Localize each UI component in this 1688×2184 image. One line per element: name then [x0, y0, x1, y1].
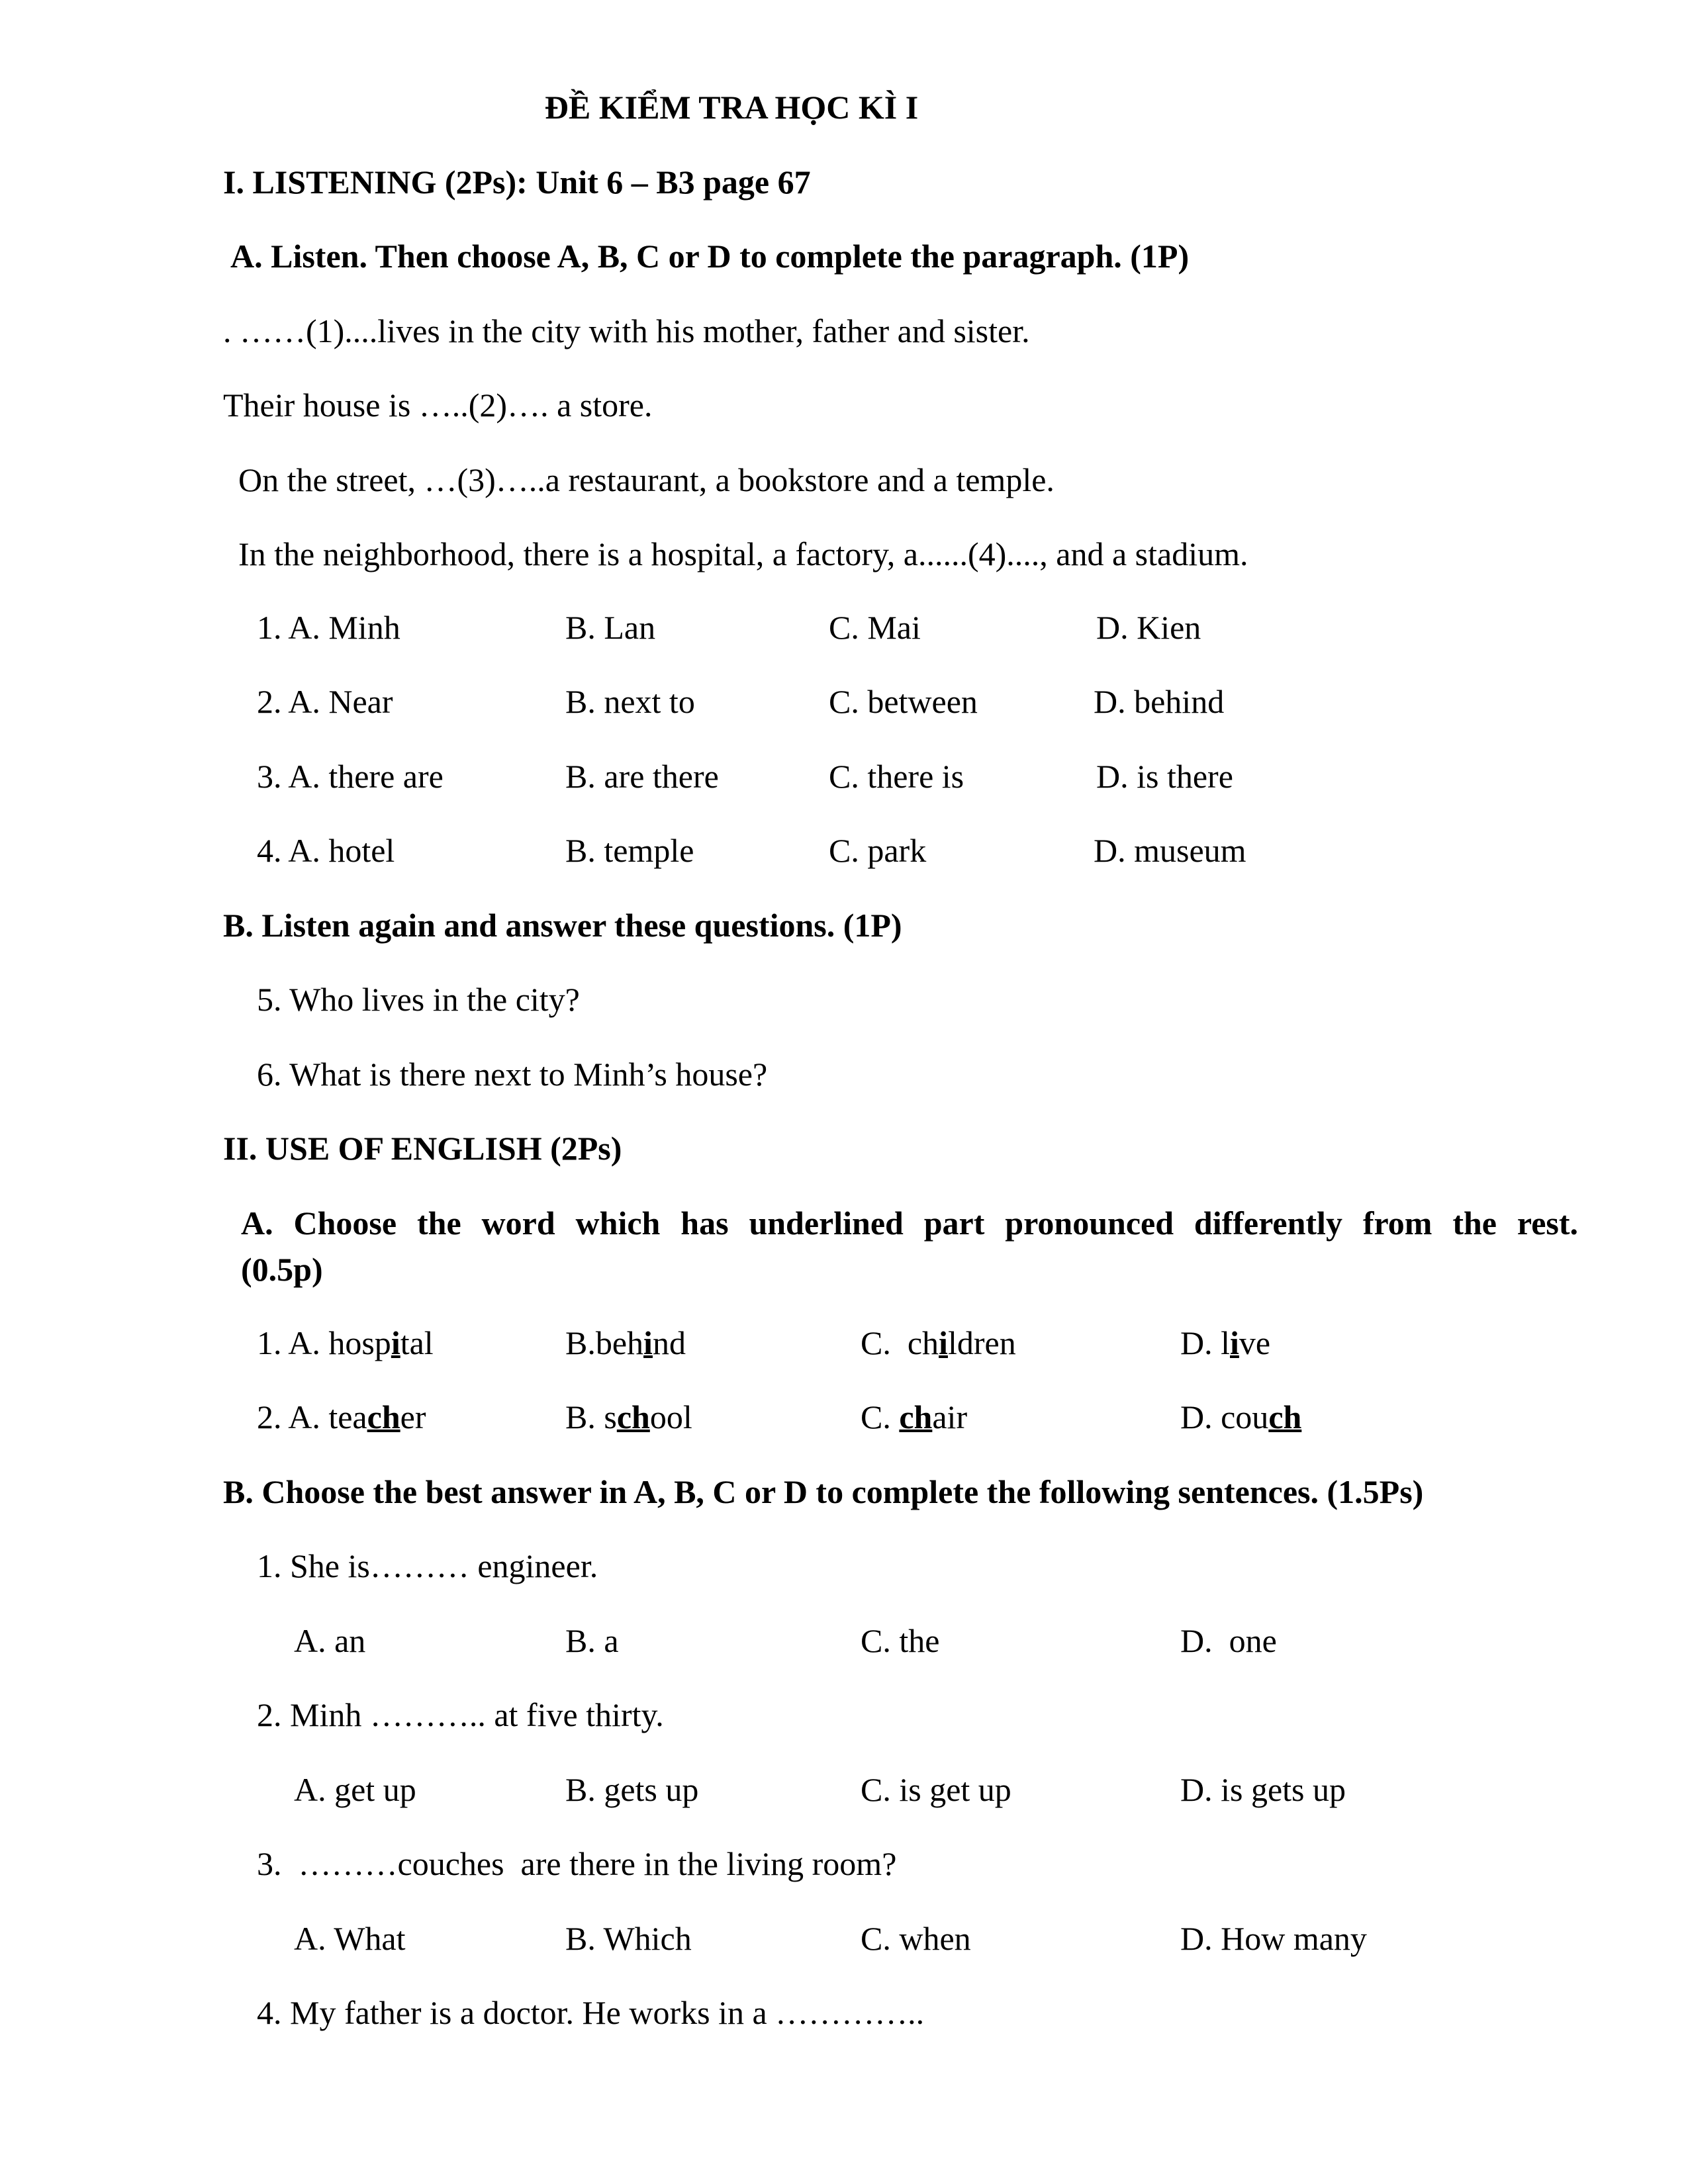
- option-b: B. Lan: [565, 609, 656, 646]
- option-b: B. temple: [565, 832, 694, 869]
- question-stem: 4. My father is a doctor. He works in a …………..: [257, 1994, 925, 2031]
- paragraph-line: . ……(1)....lives in the city with his mother, father and sister.: [223, 312, 1030, 349]
- option-a: 1. A. Minh: [257, 609, 400, 646]
- question-stem: 1. She is……… engineer.: [257, 1547, 598, 1584]
- question-stem: 3. ………couches are there in the living room?: [257, 1845, 897, 1882]
- word-part: C.: [861, 1398, 900, 1435]
- option-b: [565, 1397, 692, 1437]
- word-part: 2. A. tea: [257, 1398, 367, 1435]
- option-c: C. is get up: [861, 1771, 1011, 1808]
- underlined-part: ch: [616, 1398, 650, 1435]
- word-part: D. cou: [1180, 1398, 1269, 1435]
- option-b: B. are there: [565, 758, 719, 795]
- exam-title: ĐỀ KIỂM TRA HỌC KÌ I: [544, 89, 919, 126]
- option-c: C. between: [829, 683, 978, 720]
- option-b: [565, 1323, 686, 1363]
- word-part: ldren: [947, 1324, 1016, 1361]
- question: 5. Who lives in the city?: [257, 981, 580, 1018]
- underlined-part: i: [1230, 1324, 1239, 1361]
- option-a: 3. A. there are: [257, 758, 444, 795]
- option-d: D. behind: [1094, 683, 1225, 720]
- word-part: B. s: [565, 1398, 617, 1435]
- option-c: C. Mai: [829, 609, 921, 646]
- underlined-part: i: [939, 1324, 948, 1361]
- option-a: A. What: [294, 1920, 406, 1957]
- option-a: A. get up: [294, 1771, 416, 1808]
- option-c: C. when: [861, 1920, 971, 1957]
- option-b: B. gets up: [565, 1771, 699, 1808]
- option-d: [1180, 1323, 1270, 1363]
- word-part: D. l: [1180, 1324, 1230, 1361]
- paragraph-line: On the street, …(3)…..a restaurant, a bookstore and a temple.: [238, 461, 1055, 498]
- option-d: D. How many: [1180, 1920, 1367, 1957]
- pronunciation-heading-points: (0.5p): [241, 1251, 323, 1288]
- option-a: [257, 1323, 434, 1363]
- word-part: B.beh: [565, 1324, 644, 1361]
- word-part: air: [932, 1398, 968, 1435]
- question: 6. What is there next to Minh’s house?: [257, 1056, 768, 1093]
- underlined-part: ch: [1268, 1398, 1302, 1435]
- option-b: B. a: [565, 1622, 619, 1659]
- option-d: D. one: [1180, 1622, 1277, 1659]
- underlined-part: ch: [899, 1398, 933, 1435]
- pronunciation-heading: A. Choose the word which has underlined part pronounced differently from the rest.: [241, 1205, 1578, 1242]
- underlined-part: i: [391, 1324, 400, 1361]
- word-part: 1. A. hosp: [257, 1324, 391, 1361]
- option-c: C. there is: [829, 758, 964, 795]
- listening-part-a-heading: A. Listen. Then choose A, B, C or D to complete the paragraph. (1P): [230, 238, 1190, 275]
- word-part: C. ch: [861, 1324, 939, 1361]
- option-c: C. park: [829, 832, 927, 869]
- option-d: D. Kien: [1096, 609, 1201, 646]
- underlined-part: ch: [367, 1398, 400, 1435]
- option-a: 4. A. hotel: [257, 832, 395, 869]
- word-part: ool: [649, 1398, 692, 1435]
- option-d: D. museum: [1094, 832, 1246, 869]
- option-d: D. is gets up: [1180, 1771, 1346, 1808]
- option-b: B. Which: [565, 1920, 692, 1957]
- word-part: nd: [652, 1324, 686, 1361]
- word-part: ve: [1239, 1324, 1271, 1361]
- option-d: [1180, 1397, 1301, 1437]
- option-c: [861, 1397, 967, 1437]
- use-of-english-heading: II. USE OF ENGLISH (2Ps): [223, 1130, 622, 1167]
- option-a: 2. A. Near: [257, 683, 393, 720]
- word-part: tal: [400, 1324, 434, 1361]
- underlined-part: i: [643, 1324, 653, 1361]
- paragraph-line: Their house is …..(2)…. a store.: [223, 387, 653, 424]
- grammar-heading: B. Choose the best answer in A, B, C or D to complete the following sentences. (1.5Ps): [223, 1473, 1424, 1510]
- option-d: D. is there: [1096, 758, 1233, 795]
- option-c: C. the: [861, 1622, 940, 1659]
- listening-heading: I. LISTENING (2Ps): Unit 6 – B3 page 67: [223, 163, 811, 201]
- option-c: [861, 1323, 1016, 1363]
- word-part: er: [400, 1398, 426, 1435]
- option-a: [257, 1397, 426, 1437]
- option-b: B. next to: [565, 683, 695, 720]
- listening-part-b-heading: B. Listen again and answer these questions. (1P): [223, 907, 902, 944]
- paragraph-line: In the neighborhood, there is a hospital, a factory, a......(4)...., and a stadium.: [238, 535, 1248, 572]
- question-stem: 2. Minh ……….. at five thirty.: [257, 1696, 664, 1733]
- option-a: A. an: [294, 1622, 366, 1659]
